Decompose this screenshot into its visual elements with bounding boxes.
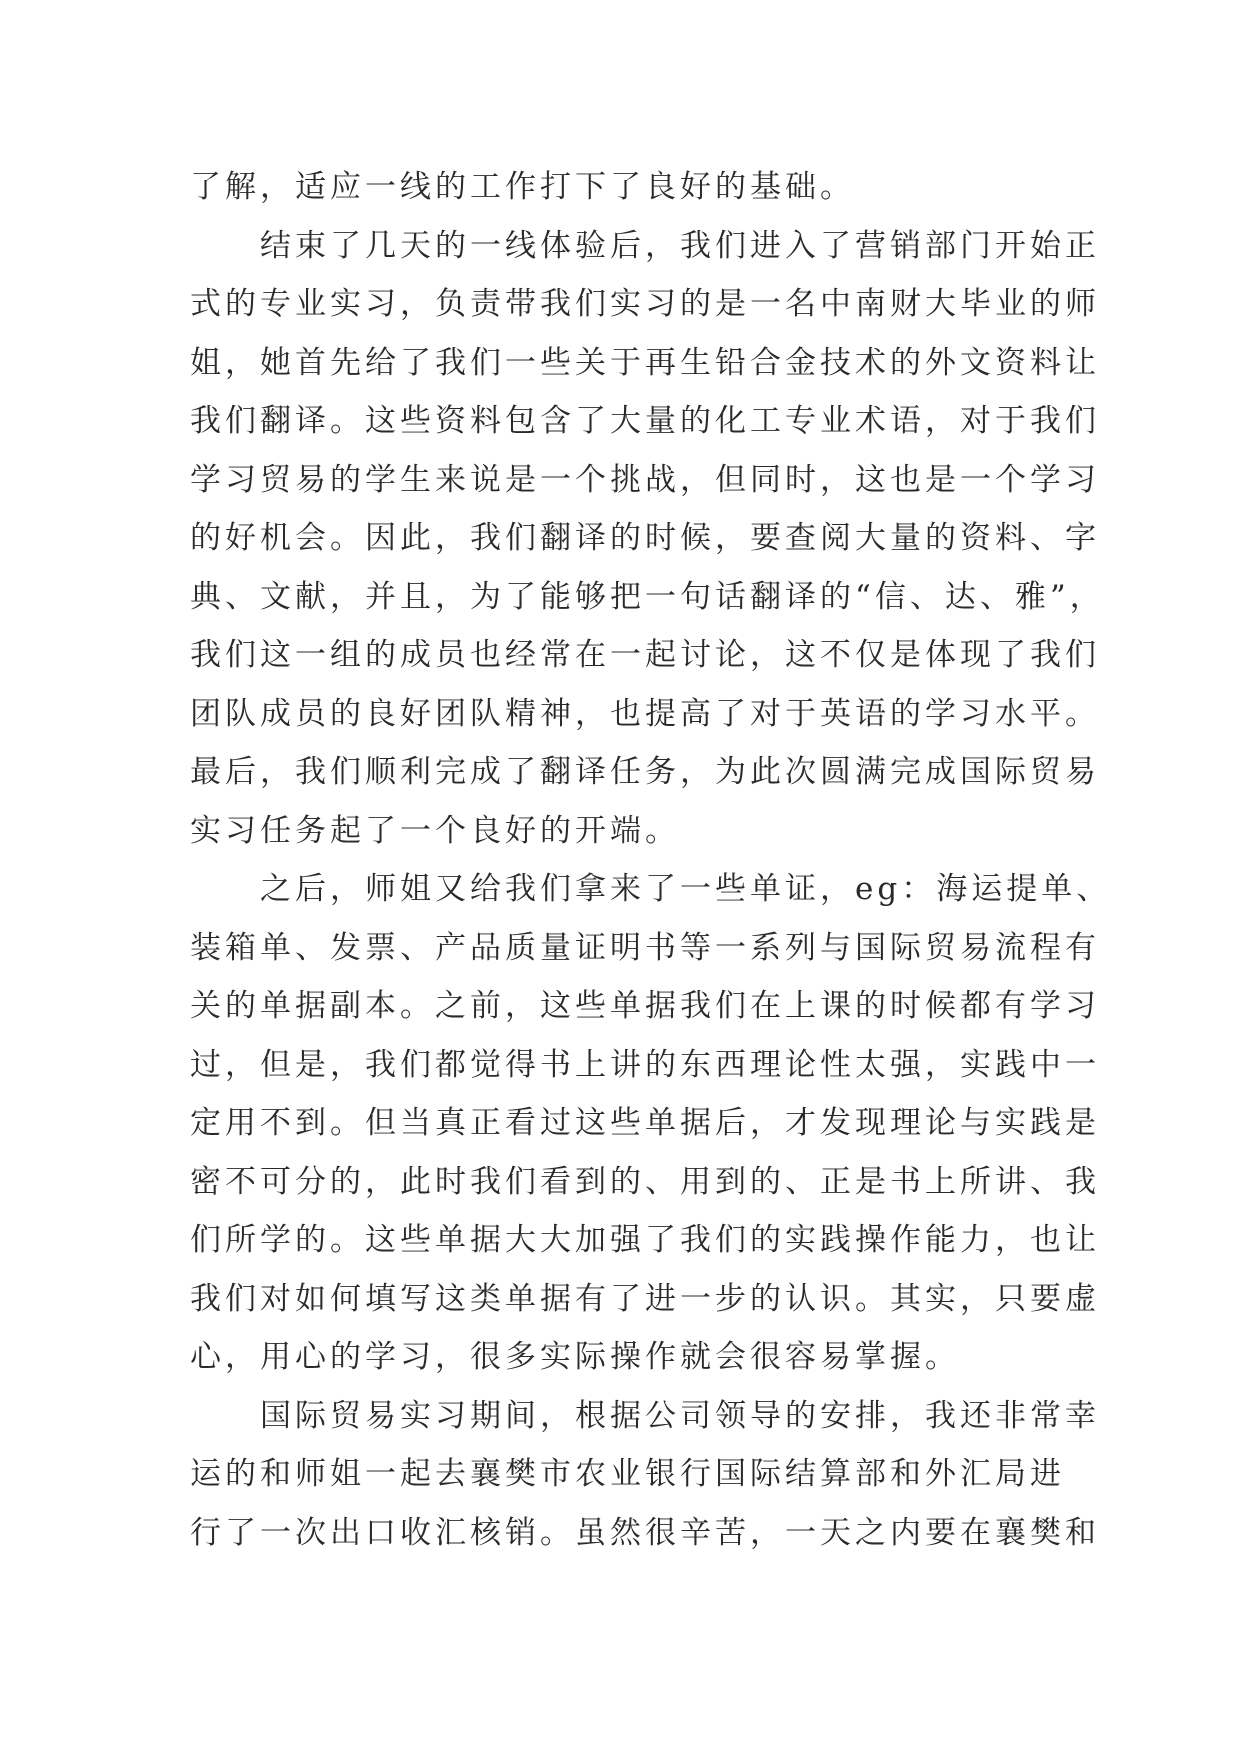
text-line: 运的和师姐一起去襄樊市农业银行国际结算部和外汇局进 xyxy=(190,1456,1065,1492)
text-line: 了解，适应一线的工作打下了良好的基础。 xyxy=(190,169,855,205)
text-line: 式的专业实习，负责带我们实习的是一名中南财大毕业的师 xyxy=(190,286,1100,322)
text-line: 密不可分的，此时我们看到的、用到的、正是书上所讲、我 xyxy=(190,1163,1100,1200)
text-line: 行了一次出口收汇核销。虽然很辛苦，一天之内要在襄樊和 xyxy=(190,1514,1100,1551)
text-line: 典、文献，并且，为了能够把一句话翻译的“信、达、雅”， xyxy=(190,578,1105,615)
text-line: 最后，我们顺利完成了翻译任务，为此次圆满完成国际贸易 xyxy=(190,754,1100,790)
text-line: 学习贸易的学生来说是一个挑战，但同时，这也是一个学习 xyxy=(190,461,1100,498)
text-line: 的好机会。因此，我们翻译的时候，要查阅大量的资料、字 xyxy=(190,520,1100,556)
text-line: 过，但是，我们都觉得书上讲的东西理论性太强，实践中一 xyxy=(190,1046,1100,1083)
text-line: 结束了几天的一线体验后，我们进入了营销部门开始正 xyxy=(260,227,1100,264)
text-line: 之后，师姐又给我们拿来了一些单证，eg：海运提单、 xyxy=(260,871,1112,907)
text-line: 我们翻译。这些资料包含了大量的化工专业术语，对于我们 xyxy=(190,403,1100,439)
text-line: 心，用心的学习，很多实际操作就会很容易掌握。 xyxy=(190,1339,960,1375)
text-line: 国际贸易实习期间，根据公司领导的安排，我还非常幸 xyxy=(260,1397,1100,1434)
text-line: 我们对如何填写这类单据有了进一步的认识。其实，只要虚 xyxy=(190,1280,1100,1317)
body-text xyxy=(190,158,1112,1562)
text-line: 我们这一组的成员也经常在一起讨论，这不仅是体现了我们 xyxy=(190,637,1100,673)
text-line: 们所学的。这些单据大大加强了我们的实践操作能力，也让 xyxy=(190,1222,1100,1258)
text-line: 实习任务起了一个良好的开端。 xyxy=(190,812,680,849)
text-line: 装箱单、发票、产品质量证明书等一系列与国际贸易流程有 xyxy=(190,929,1100,966)
text-line: 团队成员的良好团队精神，也提高了对于英语的学习水平。 xyxy=(190,695,1100,732)
text-line: 定用不到。但当真正看过这些单据后，才发现理论与实践是 xyxy=(190,1105,1100,1141)
text-line: 关的单据副本。之前，这些单据我们在上课的时候都有学习 xyxy=(190,988,1100,1024)
text-line: 姐，她首先给了我们一些关于再生铅合金技术的外文资料让 xyxy=(190,344,1100,381)
